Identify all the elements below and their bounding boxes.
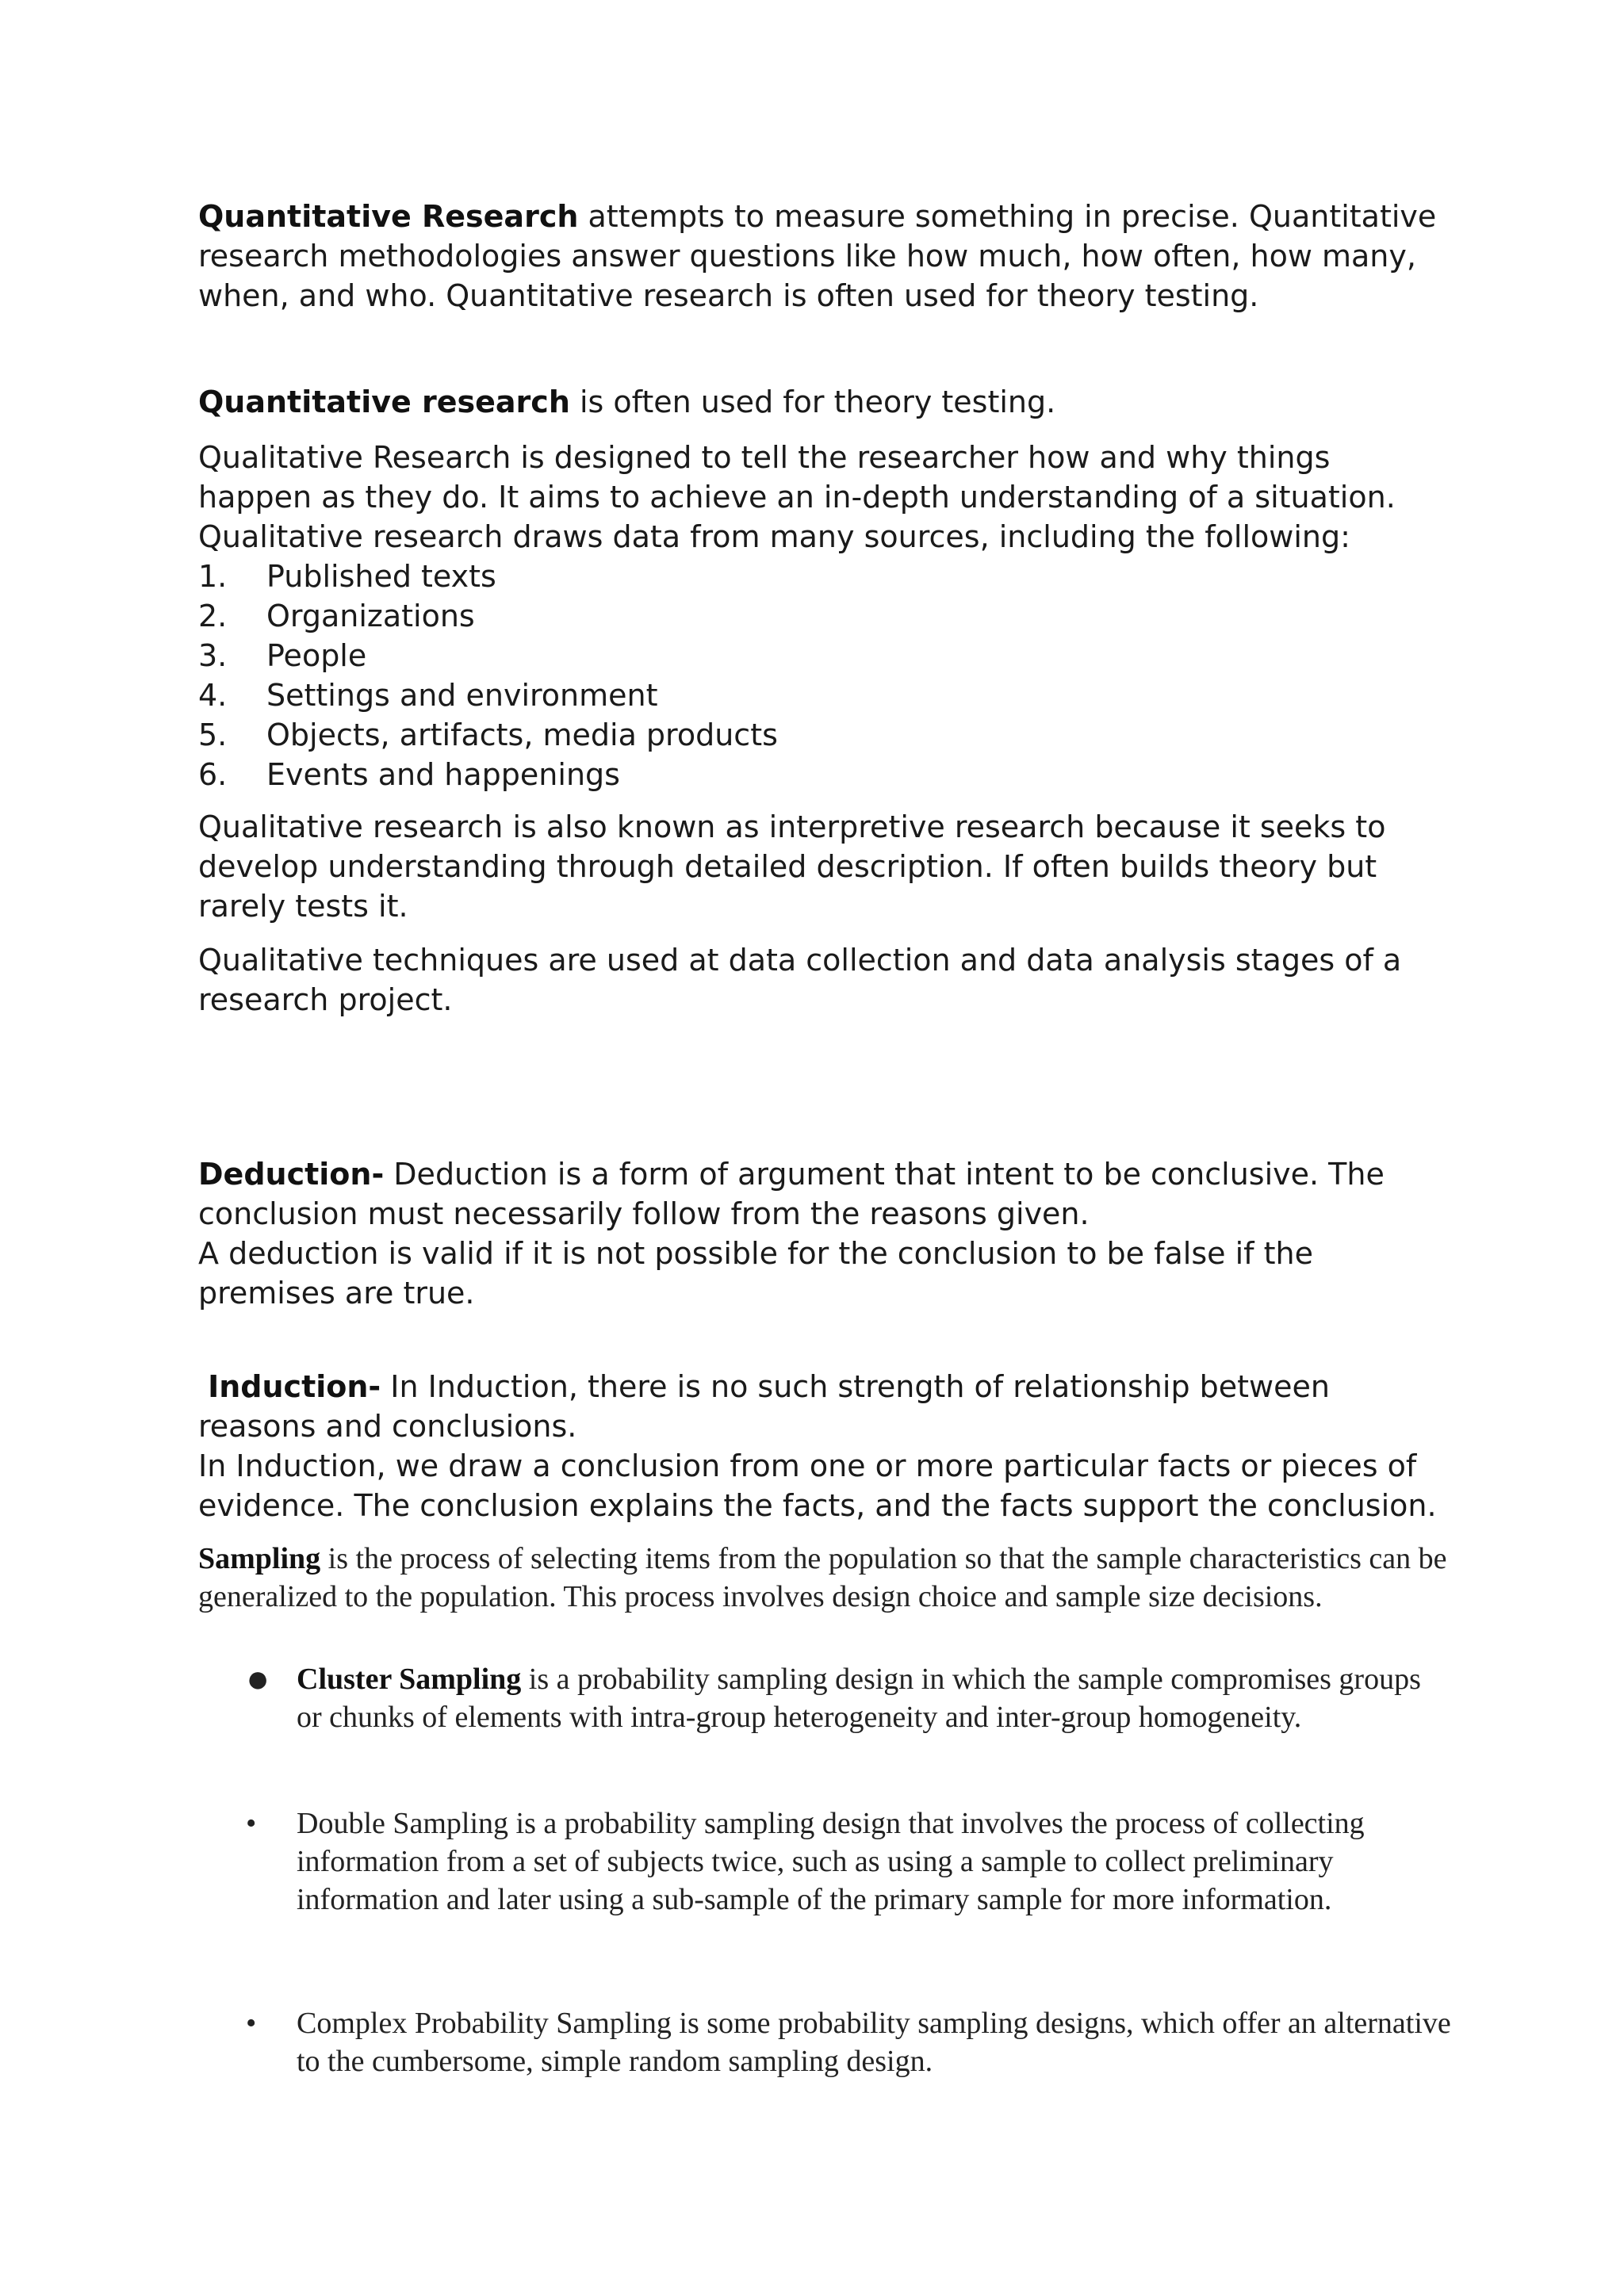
bullet-text xyxy=(297,1660,1451,1736)
induction-detail-text: In Induction, we draw a conclusion from one or more particular facts or pieces of evidence. The conclusion explains the facts, and the facts support the conclusion. xyxy=(198,1448,1437,1523)
qualitative-sources-intro: Qualitative research draws data from many sources, including the following: xyxy=(198,519,1350,554)
qualitative-interpretive-paragraph: Qualitative research is also known as interpretive research because it seeks to develop understanding through detailed description. If often builds theory but rarely tests it. xyxy=(198,809,1386,924)
quantitative-research-term: Quantitative Research xyxy=(198,199,579,234)
list-item xyxy=(198,675,1451,715)
induction-term: Induction- xyxy=(208,1369,381,1404)
sampling-bullet-double xyxy=(246,1804,1451,1919)
list-item-number: 5. xyxy=(198,718,228,752)
cluster-sampling-term: Cluster Sampling xyxy=(297,1663,522,1696)
list-item-text: Settings and environment xyxy=(266,678,658,713)
quantitative-research-term-2: Quantitative research xyxy=(198,385,570,419)
bullet-icon: ● xyxy=(246,1656,270,1701)
list-item-number: 4. xyxy=(198,678,228,713)
list-item-text: Objects, artifacts, media products xyxy=(266,718,778,752)
deduction-paragraph xyxy=(198,1154,1451,1313)
sampling-bullet-complex xyxy=(246,2004,1451,2080)
sampling-paragraph xyxy=(198,1540,1451,1616)
list-item xyxy=(198,715,1451,755)
quantitative-intro-paragraph xyxy=(198,197,1451,316)
list-item xyxy=(198,636,1451,675)
cluster-sampling-text: is a probability sampling design in which the sample compromises groups or chunks of elements with intra-group heterogeneity and inter-group homogeneity. xyxy=(297,1663,1421,1734)
bullet-icon: • xyxy=(246,1807,257,1840)
deduction-term: Deduction- xyxy=(198,1157,385,1192)
list-item xyxy=(198,557,1451,596)
list-item-text: Published texts xyxy=(266,559,496,594)
list-item xyxy=(198,755,1451,794)
bullet-icon: • xyxy=(246,2007,257,2040)
sampling-bullet-cluster xyxy=(246,1656,1451,1736)
list-item-text: Events and happenings xyxy=(266,757,620,792)
list-item-text: Organizations xyxy=(266,599,475,633)
deduction-text: Deduction is a form of argument that intent to be conclusive. The conclusion must necessarily follow from the reasons given. xyxy=(198,1157,1385,1231)
sampling-text: is the process of selecting items from the population so that the sample characteristics can be generalized to the population. This process involves design choice and sample size decisions. xyxy=(198,1542,1447,1613)
list-item-number: 6. xyxy=(198,757,228,792)
list-item-text: People xyxy=(266,638,367,673)
qualitative-techniques-paragraph: Qualitative techniques are used at data collection and data analysis stages of a research project. xyxy=(198,943,1402,1017)
complex-sampling-text: Complex Probability Sampling is some probability sampling designs, which offer an alternative to the cumbersome, simple random sampling design. xyxy=(297,2007,1451,2078)
qualitative-intro-paragraph: Qualitative Research is designed to tell the researcher how and why things happen as they do. It aims to achieve an in-depth understanding of a situation. xyxy=(198,440,1396,515)
sampling-term: Sampling xyxy=(198,1542,321,1575)
deduction-validity-text: A deduction is valid if it is not possible for the conclusion to be false if the premises are true. xyxy=(198,1236,1313,1311)
list-item-number: 3. xyxy=(198,638,228,673)
list-item-number: 1. xyxy=(198,559,228,594)
list-item xyxy=(198,596,1451,636)
qualitative-sources-list xyxy=(198,557,1451,794)
quantitative-intro-text: attempts to measure something in precise. Quantitative research methodologies answer questions like how much, how often, how many, when, and who. Quantitative research is often used for theory testing. xyxy=(198,199,1437,313)
induction-paragraph xyxy=(198,1367,1451,1525)
double-sampling-text: Double Sampling is a probability sampling design that involves the process of collecting information from a set of subjects twice, such as using a sample to collect preliminary information and later using a sub-sample of the primary sample for more information. xyxy=(297,1807,1365,1916)
quantitative-theory-paragraph xyxy=(198,382,1451,422)
induction-text: In Induction, there is no such strength of relationship between reasons and conclusions. xyxy=(198,1369,1330,1444)
quantitative-theory-text: is often used for theory testing. xyxy=(569,385,1056,419)
list-item-number: 2. xyxy=(198,599,228,633)
